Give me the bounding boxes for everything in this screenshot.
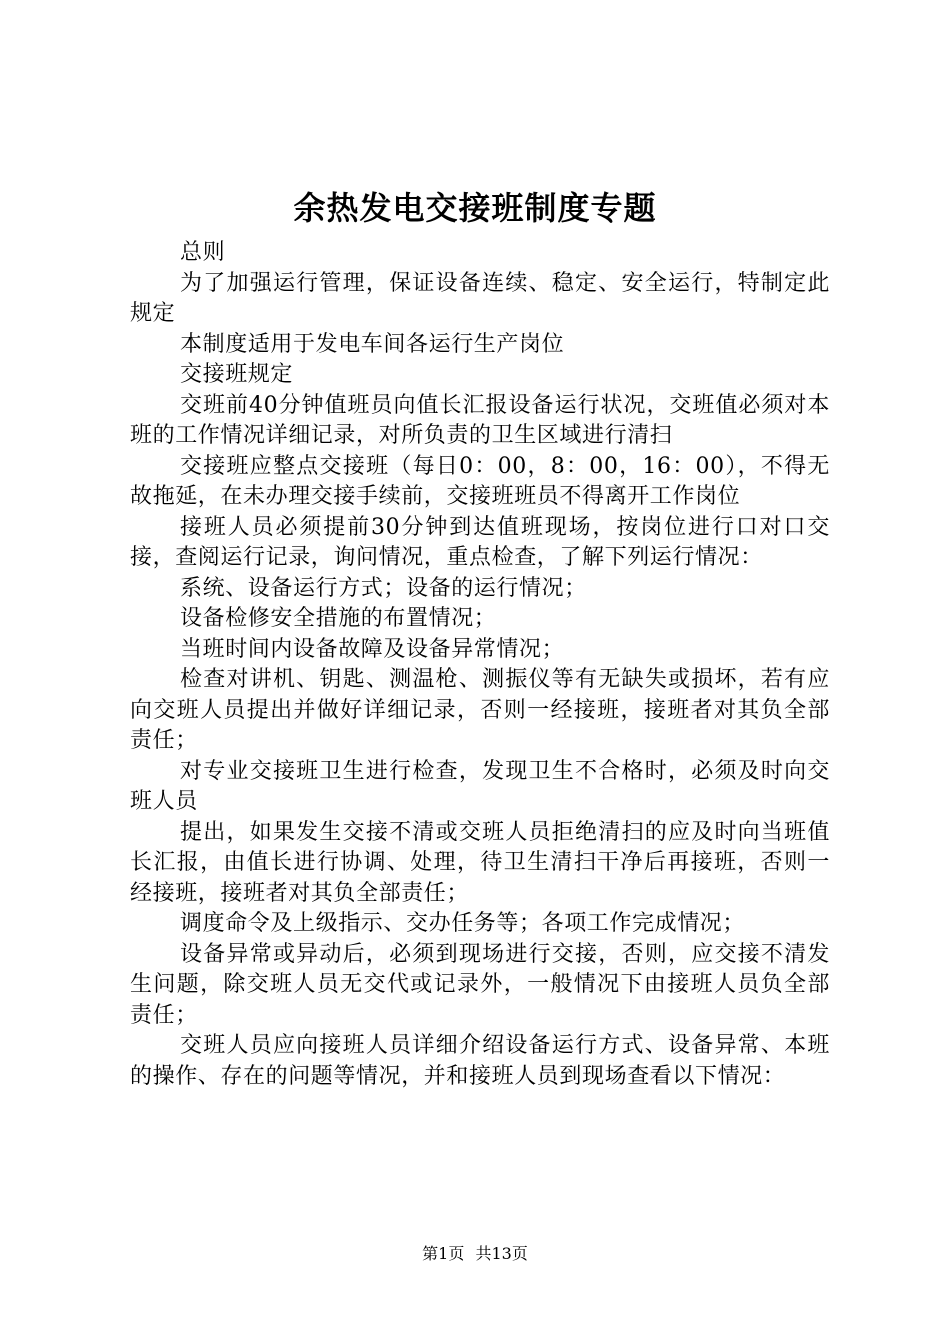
paragraph: 接班人员必须提前30分钟到达值班现场，按岗位进行口对口交接，查阅运行记录，询问情况，重点检查，了解下列运行情况： [130,514,830,570]
paragraph: 交接班应整点交接班（每日0：00，8：00，16：00），不得无故拖延，在未办理交接手续前，交接班班员不得离开工作岗位 [130,453,830,509]
paragraph: 提出，如果发生交接不清或交班人员拒绝清扫的应及时向当班值长汇报，由值长进行协调、处理，待卫生清扫干净后再接班，否则一经接班，接班者对其负全部责任； [130,819,830,906]
paragraph: 系统、设备运行方式；设备的运行情况； [180,575,587,601]
paragraph: 本制度适用于发电车间各运行生产岗位 [180,331,565,357]
page-total: 共13页 [475,1244,528,1263]
paragraph: 检查对讲机、钥匙、测温枪、测振仪等有无缺失或损坏，若有应向交班人员提出并做好详细记录，否则一经接班，接班者对其负全部责任； [130,667,830,753]
paragraph: 设备异常或异动后，必须到现场进行交接，否则，应交接不清发生问题，除交班人员无交代或记录外，一般情况下由接班人员负全部责任； [130,941,830,1028]
document-body [130,238,830,1092]
paragraph: 对专业交接班卫生进行检查，发现卫生不合格时，必须及时向交班人员 [130,758,830,814]
page-footer [0,1243,950,1265]
paragraph: 交接班规定 [180,362,294,387]
paragraph: 交班人员应向接班人员详细介绍设备运行方式、设备异常、本班的操作、存在的问题等情况，并和接班人员到现场查看以下情况： [130,1033,830,1089]
paragraph: 设备检修安全措施的布置情况； [180,606,497,631]
document-title: 余热发电交接班制度专题 [293,189,657,227]
paragraph: 交班前40分钟值班员向值长汇报设备运行状况，交班值必须对本班的工作情况详细记录，对所负责的卫生区域进行清扫 [130,392,830,448]
paragraph: 为了加强运行管理，保证设备连续、稳定、安全运行，特制定此规定 [130,270,830,326]
paragraph: 当班时间内设备故障及设备异常情况； [180,636,565,662]
paragraph: 调度命令及上级指示、交办任务等；各项工作完成情况； [180,911,746,936]
page-number: 第1页 [422,1244,465,1263]
paragraph: 总则 [180,240,226,265]
